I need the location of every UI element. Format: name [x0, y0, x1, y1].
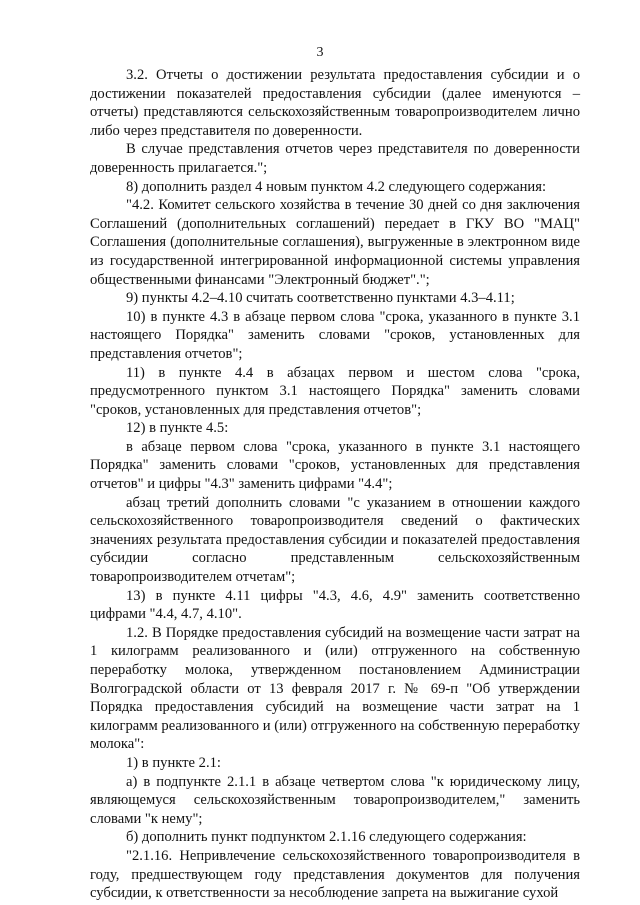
paragraph: 8) дополнить раздел 4 новым пунктом 4.2 следующего содержания:	[126, 178, 547, 195]
paragraph: а) в подпункте 2.1.1 в абзаце четвертом слова "к юридическому лицу, являющемуся сельскохозяйственным товаропроизводителем," заменить словами "к нему";	[90, 773, 580, 827]
paragraph: 1) в пункте 2.1:	[126, 754, 221, 771]
paragraph: 12) в пункте 4.5:	[126, 420, 229, 437]
page-number: 3	[316, 45, 324, 60]
paragraph: "2.1.16. Непривлечение сельскохозяйственного товаропроизводителя в году, предшествующем году представления документов для получения субсидии, к ответственности за несоблюдение запрета на выжигание сухой	[90, 847, 580, 902]
paragraph: абзац третий дополнить словами "с указанием в отношении каждого сельскохозяйственного товаропроизводителя сведений о фактических значениях результата предоставления субсидии и показателей предоставления субсидии согласно представленным сельскохозяйственным товаропроизводителем отчетам";	[90, 494, 580, 586]
paragraph: "4.2. Комитет сельского хозяйства в течение 30 дней со дня заключения Соглашений (дополнительных соглашений) передает в ГКУ ВО "МАЦ" Соглашения (дополнительные соглашения), выгруженные в электронном виде из государственной интегрированной информационной системы управления общественными финансами "Электронный бюджет".";	[90, 197, 580, 288]
paragraph: 3.2. Отчеты о достижении результата предоставления субсидии и о достижении показателей предоставления субсидии (далее именуются – отчеты) представляются сельскохозяйственным товаропроизводителем лично либо через представителя по доверенности.	[90, 67, 580, 139]
paragraph: б) дополнить пункт подпунктом 2.1.16 следующего содержания:	[126, 829, 527, 846]
paragraph: 10) в пункте 4.3 в абзаце первом слова "срока, указанного в пункте 3.1 настоящего Порядка" заменить словами "сроков, установленных для представления отчетов";	[90, 308, 580, 362]
paragraph: 11) в пункте 4.4 в абзацах первом и шестом слова "срока, предусмотренного пунктом 3.1 настоящего Порядка" заменить словами "сроков, установленных для представления отчетов";	[90, 364, 580, 418]
paragraph: В случае представления отчетов через представителя по доверенности доверенность прилагается.";	[90, 141, 580, 176]
document-body	[90, 66, 580, 903]
paragraph: 1.2. В Порядке предоставления субсидий на возмещение части затрат на 1 килограмм реализованного и (или) отгруженного на собственную переработку молока, утвержденном постановлением Администрации Волгоградской области от 13 февраля 2017 г. № 69-п "Об утверждении Порядка предоставления субсидий на возмещение части затрат на 1 килограмм реализованного и (или) отгруженного на собственную переработку молока":	[90, 624, 580, 753]
paragraph: 13) в пункте 4.11 цифры "4.3, 4.6, 4.9" заменить соответственно цифрами "4.4, 4.7, 4.10".	[90, 587, 580, 623]
paragraph: в абзаце первом слова "срока, указанного в пункте 3.1 настоящего Порядка" заменить словами "сроков, установленных для представления отчетов" и цифры "4.3" заменить цифрами "4.4";	[90, 438, 580, 493]
paragraph: 9) пункты 4.2–4.10 считать соответственно пунктами 4.3–4.11;	[126, 290, 515, 307]
